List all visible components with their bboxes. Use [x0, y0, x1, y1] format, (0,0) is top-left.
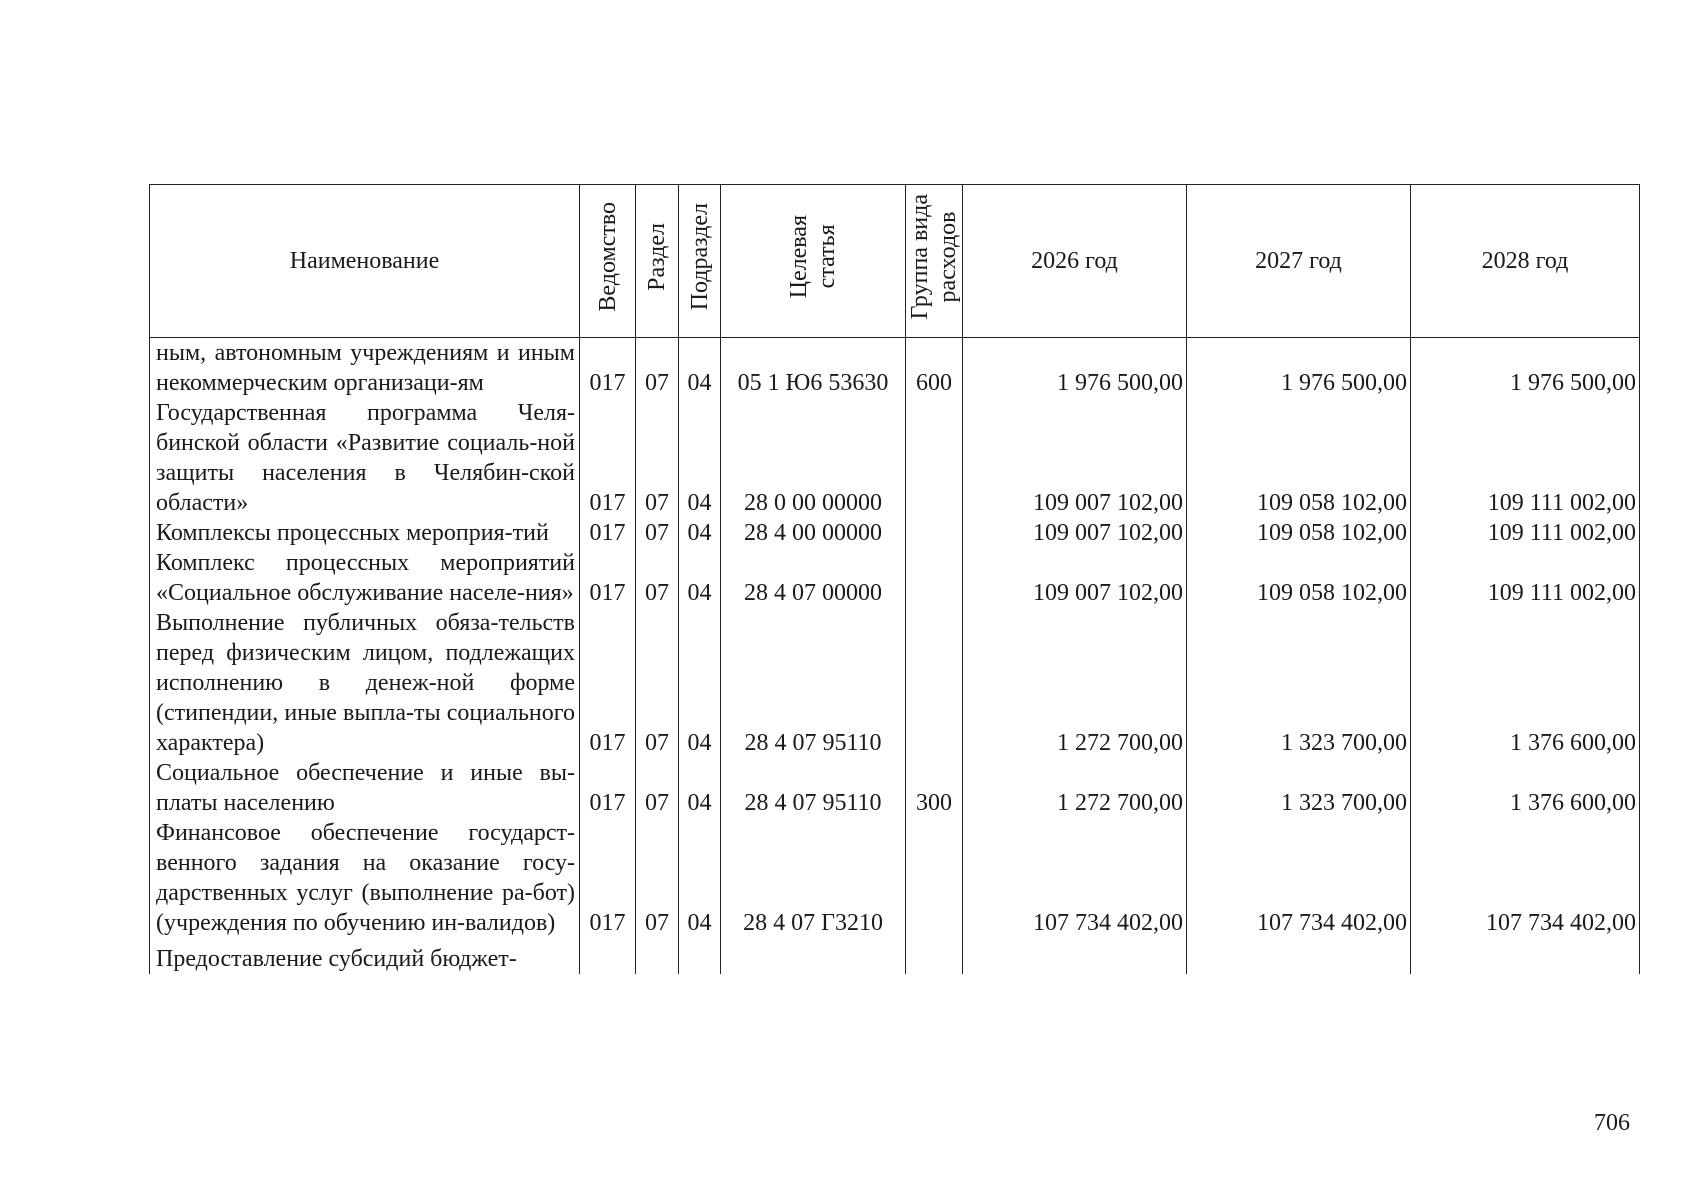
cell-expense-group — [906, 518, 963, 548]
cell-expense-group — [906, 818, 963, 938]
cell-subsection: 04 — [679, 398, 721, 518]
cell-target-item: 28 4 00 00000 — [721, 518, 906, 548]
cell-name: Комплекс процессных мероприятий «Социальное обслуживание населе-ния» — [150, 548, 580, 608]
cell-department: 017 — [580, 338, 636, 399]
cell-subsection: 04 — [679, 518, 721, 548]
cell-subsection — [679, 938, 721, 974]
cell-2026 — [963, 938, 1187, 974]
table-row — [150, 518, 1640, 548]
cell-2026: 1 272 700,00 — [963, 758, 1187, 818]
cell-2028: 1 376 600,00 — [1411, 758, 1640, 818]
cell-department: 017 — [580, 518, 636, 548]
cell-name: Государственная программа Челя-бинской области «Развитие социаль-ной защиты населения в Челябин-ской области» — [150, 398, 580, 518]
cell-department: 017 — [580, 398, 636, 518]
cell-2028: 109 111 002,00 — [1411, 398, 1640, 518]
cell-target-item: 28 4 07 95110 — [721, 758, 906, 818]
header-expense-group — [906, 185, 963, 338]
cell-subsection: 04 — [679, 818, 721, 938]
cell-expense-group — [906, 938, 963, 974]
header-year-2027: 2027 год — [1187, 185, 1411, 338]
cell-2028 — [1411, 938, 1640, 974]
cell-2027: 109 058 102,00 — [1187, 518, 1411, 548]
page-number: 706 — [1594, 1110, 1630, 1136]
cell-2028: 107 734 402,00 — [1411, 818, 1640, 938]
table-row — [150, 548, 1640, 608]
cell-subsection: 04 — [679, 338, 721, 399]
header-target-item — [721, 185, 906, 338]
cell-department: 017 — [580, 608, 636, 758]
cell-2026: 1 272 700,00 — [963, 608, 1187, 758]
table-row — [150, 938, 1640, 974]
header-subsection-label: Подраздел — [686, 203, 713, 311]
header-year-2026: 2026 год — [963, 185, 1187, 338]
cell-2028: 1 976 500,00 — [1411, 338, 1640, 399]
cell-name: Предоставление субсидий бюджет- — [150, 938, 580, 974]
header-target-item-label: Целевая статья — [786, 215, 840, 299]
cell-name: Финансовое обеспечение государст-венного задания на оказание госу-дарственных услуг (выполнение ра-бот) (учреждения по обучению ин-валидов) — [150, 818, 580, 938]
cell-expense-group — [906, 548, 963, 608]
cell-2027: 107 734 402,00 — [1187, 818, 1411, 938]
cell-section: 07 — [636, 818, 679, 938]
cell-target-item: 28 0 00 00000 — [721, 398, 906, 518]
cell-2027: 1 323 700,00 — [1187, 608, 1411, 758]
header-department-label: Ведомство — [594, 202, 621, 312]
cell-name: Выполнение публичных обяза-тельств перед физическим лицом, подлежащих исполнению в денеж-ной форме (стипендии, иные выпла-ты социального характера) — [150, 608, 580, 758]
header-section-label: Раздел — [644, 223, 670, 291]
cell-section: 07 — [636, 518, 679, 548]
cell-section: 07 — [636, 608, 679, 758]
cell-target-item: 28 4 07 95110 — [721, 608, 906, 758]
cell-2026: 109 007 102,00 — [963, 398, 1187, 518]
cell-target-item: 05 1 Ю6 53630 — [721, 338, 906, 399]
cell-section: 07 — [636, 338, 679, 399]
cell-2027 — [1187, 938, 1411, 974]
table-header-row — [150, 185, 1640, 338]
cell-name: Комплексы процессных мероприя-тий — [150, 518, 580, 548]
header-department — [580, 185, 636, 338]
cell-2028: 109 111 002,00 — [1411, 548, 1640, 608]
header-year-2028: 2028 год — [1411, 185, 1640, 338]
cell-section: 07 — [636, 758, 679, 818]
cell-2028: 109 111 002,00 — [1411, 518, 1640, 548]
budget-table — [149, 184, 1640, 974]
table-row — [150, 338, 1640, 399]
cell-department: 017 — [580, 818, 636, 938]
cell-department — [580, 938, 636, 974]
cell-2027: 1 976 500,00 — [1187, 338, 1411, 399]
header-expense-group-label: Группа вида расходов — [907, 194, 961, 320]
cell-subsection: 04 — [679, 758, 721, 818]
cell-2026: 109 007 102,00 — [963, 518, 1187, 548]
cell-department: 017 — [580, 548, 636, 608]
cell-subsection: 04 — [679, 548, 721, 608]
cell-2026: 107 734 402,00 — [963, 818, 1187, 938]
header-section — [636, 185, 679, 338]
header-subsection — [679, 185, 721, 338]
table-row — [150, 398, 1640, 518]
table-row — [150, 818, 1640, 938]
cell-2028: 1 376 600,00 — [1411, 608, 1640, 758]
cell-department: 017 — [580, 758, 636, 818]
cell-expense-group — [906, 398, 963, 518]
cell-name: Социальное обеспечение и иные вы-платы населению — [150, 758, 580, 818]
cell-name: ным, автономным учреждениям и иным некоммерческим организаци-ям — [150, 338, 580, 399]
cell-section: 07 — [636, 548, 679, 608]
cell-target-item: 28 4 07 Г3210 — [721, 818, 906, 938]
cell-section: 07 — [636, 398, 679, 518]
table-body — [150, 338, 1640, 975]
cell-2027: 109 058 102,00 — [1187, 548, 1411, 608]
cell-2027: 1 323 700,00 — [1187, 758, 1411, 818]
header-name: Наименование — [150, 185, 580, 338]
cell-2027: 109 058 102,00 — [1187, 398, 1411, 518]
cell-section — [636, 938, 679, 974]
cell-2026: 1 976 500,00 — [963, 338, 1187, 399]
table-row — [150, 758, 1640, 818]
cell-2026: 109 007 102,00 — [963, 548, 1187, 608]
table-row — [150, 608, 1640, 758]
cell-target-item: 28 4 07 00000 — [721, 548, 906, 608]
cell-expense-group: 300 — [906, 758, 963, 818]
cell-expense-group: 600 — [906, 338, 963, 399]
cell-target-item — [721, 938, 906, 974]
cell-expense-group — [906, 608, 963, 758]
cell-subsection: 04 — [679, 608, 721, 758]
